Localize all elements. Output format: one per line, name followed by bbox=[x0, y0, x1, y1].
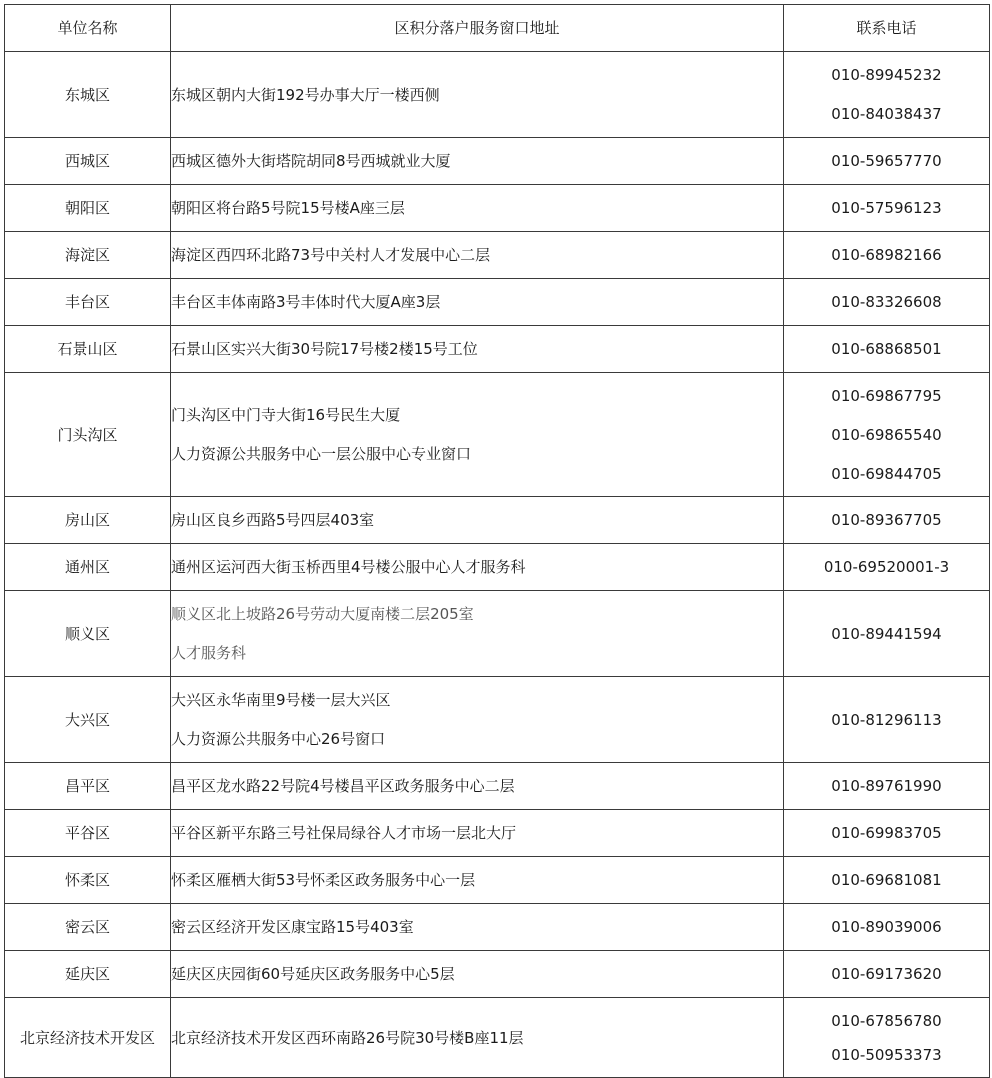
phone-number: 010-83326608 bbox=[831, 293, 942, 311]
district-phone bbox=[784, 52, 990, 138]
address-line: 房山区良乡西路5号四层403室 bbox=[171, 511, 375, 529]
table-row bbox=[5, 52, 990, 138]
address-line: 顺义区北上坡路26号劳动大厦南楼二层205室 bbox=[171, 605, 474, 623]
phone-number: 010-57596123 bbox=[831, 199, 942, 217]
district-address bbox=[171, 497, 784, 544]
district-name: 海淀区 bbox=[5, 232, 171, 279]
district-address bbox=[171, 544, 784, 591]
district-name: 门头沟区 bbox=[5, 373, 171, 497]
district-address bbox=[171, 232, 784, 279]
address-line: 昌平区龙水路22号院4号楼昌平区政务服务中心二层 bbox=[171, 777, 515, 795]
table-row bbox=[5, 373, 990, 497]
district-address bbox=[171, 810, 784, 857]
table-row bbox=[5, 138, 990, 185]
district-phone bbox=[784, 185, 990, 232]
table-row bbox=[5, 497, 990, 544]
district-phone bbox=[784, 138, 990, 185]
address-line: 怀柔区雁栖大街53号怀柔区政务服务中心一层 bbox=[171, 871, 476, 889]
district-name: 朝阳区 bbox=[5, 185, 171, 232]
address-line: 平谷区新平东路三号社保局绿谷人才市场一层北大厅 bbox=[171, 824, 517, 842]
address-line: 人才服务科 bbox=[171, 644, 247, 662]
table-row bbox=[5, 951, 990, 998]
district-phone bbox=[784, 279, 990, 326]
district-address bbox=[171, 591, 784, 677]
address-line: 大兴区永华南里9号楼一层大兴区 bbox=[171, 691, 391, 709]
table-row bbox=[5, 763, 990, 810]
district-phone bbox=[784, 677, 990, 763]
address-line: 密云区经济开发区康宝路15号403室 bbox=[171, 918, 414, 936]
district-address bbox=[171, 998, 784, 1078]
address-line: 朝阳区将台路5号院15号楼A座三层 bbox=[171, 199, 405, 217]
district-address bbox=[171, 326, 784, 373]
district-name: 通州区 bbox=[5, 544, 171, 591]
phone-number: 010-68868501 bbox=[831, 340, 942, 358]
phone-number: 010-69520001-3 bbox=[823, 558, 950, 576]
district-phone bbox=[784, 373, 990, 497]
phone-number: 010-69173620 bbox=[831, 965, 942, 983]
district-name: 顺义区 bbox=[5, 591, 171, 677]
address-line: 北京经济技术开发区西环南路26号院30号楼B座11层 bbox=[171, 1028, 524, 1047]
district-phone bbox=[784, 857, 990, 904]
phone-number: 010-84038437 bbox=[831, 105, 942, 123]
phone-number: 010-59657770 bbox=[831, 152, 942, 170]
district-address bbox=[171, 677, 784, 763]
district-phone bbox=[784, 810, 990, 857]
district-phone bbox=[784, 326, 990, 373]
table-row bbox=[5, 998, 990, 1078]
district-phone bbox=[784, 951, 990, 998]
district-phone bbox=[784, 763, 990, 810]
district-phone bbox=[784, 591, 990, 677]
district-name: 密云区 bbox=[5, 904, 171, 951]
address-line: 人力资源公共服务中心一层公服中心专业窗口 bbox=[171, 445, 472, 463]
district-name: 延庆区 bbox=[5, 951, 171, 998]
district-name: 石景山区 bbox=[5, 326, 171, 373]
address-line: 石景山区实兴大街30号院17号楼2楼15号工位 bbox=[171, 340, 478, 358]
district-name: 西城区 bbox=[5, 138, 171, 185]
table-row bbox=[5, 185, 990, 232]
district-name: 东城区 bbox=[5, 52, 171, 138]
address-line: 东城区朝内大街192号办事大厅一楼西侧 bbox=[171, 85, 440, 104]
table-row bbox=[5, 677, 990, 763]
address-line: 西城区德外大街塔院胡同8号西城就业大厦 bbox=[171, 152, 451, 170]
district-name: 房山区 bbox=[5, 497, 171, 544]
district-address bbox=[171, 763, 784, 810]
header-address: 区积分落户服务窗口地址 bbox=[171, 5, 784, 52]
district-address bbox=[171, 373, 784, 497]
table-row bbox=[5, 810, 990, 857]
table-row bbox=[5, 279, 990, 326]
phone-number: 010-81296113 bbox=[831, 710, 942, 729]
district-name: 昌平区 bbox=[5, 763, 171, 810]
district-service-table bbox=[4, 4, 990, 1078]
district-phone bbox=[784, 904, 990, 951]
phone-number: 010-89367705 bbox=[831, 511, 942, 529]
address-line: 延庆区庆园街60号延庆区政务服务中心5层 bbox=[171, 965, 455, 983]
phone-number: 010-68982166 bbox=[831, 246, 942, 264]
address-line: 门头沟区中门寺大街16号民生大厦 bbox=[171, 406, 401, 424]
phone-number: 010-67856780 bbox=[831, 1011, 942, 1030]
district-name: 丰台区 bbox=[5, 279, 171, 326]
header-phone: 联系电话 bbox=[784, 5, 990, 52]
district-name: 怀柔区 bbox=[5, 857, 171, 904]
table-row bbox=[5, 904, 990, 951]
district-phone bbox=[784, 544, 990, 591]
district-address bbox=[171, 904, 784, 951]
district-address bbox=[171, 951, 784, 998]
district-phone bbox=[784, 497, 990, 544]
phone-number: 010-89039006 bbox=[831, 918, 942, 936]
table-row bbox=[5, 857, 990, 904]
district-name: 北京经济技术开发区 bbox=[5, 998, 171, 1078]
phone-number: 010-50953373 bbox=[831, 1045, 942, 1064]
address-line: 丰台区丰体南路3号丰体时代大厦A座3层 bbox=[171, 293, 441, 311]
address-line: 人力资源公共服务中心26号窗口 bbox=[171, 730, 386, 748]
table-row bbox=[5, 326, 990, 373]
phone-number: 010-69681081 bbox=[831, 871, 942, 889]
phone-number: 010-89441594 bbox=[831, 624, 942, 643]
district-address bbox=[171, 138, 784, 185]
district-phone bbox=[784, 998, 990, 1078]
header-name: 单位名称 bbox=[5, 5, 171, 52]
phone-number: 010-89945232 bbox=[831, 66, 942, 84]
phone-number: 010-89761990 bbox=[831, 777, 942, 795]
district-address bbox=[171, 857, 784, 904]
district-phone bbox=[784, 232, 990, 279]
phone-number: 010-69844705 bbox=[831, 464, 942, 483]
address-line: 通州区运河西大街玉桥西里4号楼公服中心人才服务科 bbox=[171, 558, 526, 576]
table-row bbox=[5, 591, 990, 677]
district-address bbox=[171, 279, 784, 326]
header-row bbox=[5, 5, 990, 52]
phone-number: 010-69867795 bbox=[831, 386, 942, 405]
district-address bbox=[171, 185, 784, 232]
district-name: 大兴区 bbox=[5, 677, 171, 763]
phone-number: 010-69865540 bbox=[831, 425, 942, 444]
district-name: 平谷区 bbox=[5, 810, 171, 857]
table-row bbox=[5, 232, 990, 279]
district-address bbox=[171, 52, 784, 138]
address-line: 海淀区西四环北路73号中关村人才发展中心二层 bbox=[171, 246, 491, 264]
table-row bbox=[5, 544, 990, 591]
phone-number: 010-69983705 bbox=[831, 824, 942, 842]
